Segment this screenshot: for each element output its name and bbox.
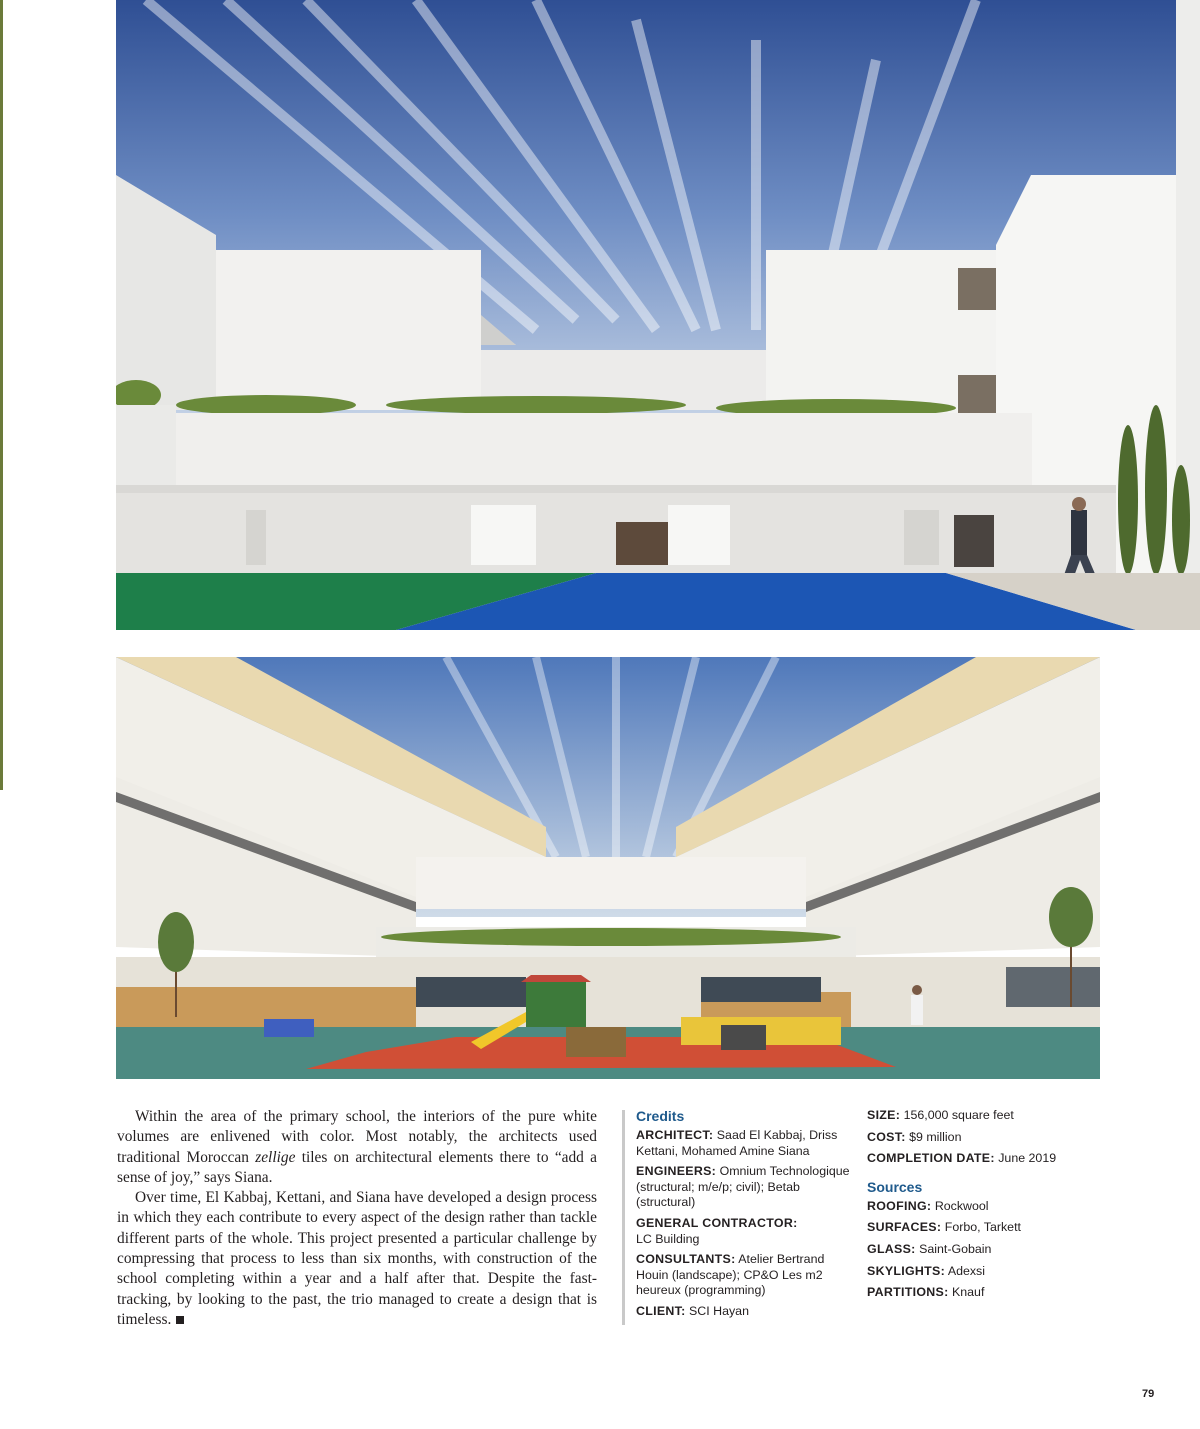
source-roofing bbox=[867, 1199, 1087, 1215]
page-edge-strip bbox=[0, 0, 3, 790]
source-value: Saint-Gobain bbox=[919, 1241, 992, 1256]
source-label: PARTITIONS: bbox=[867, 1285, 949, 1300]
credit-label: GENERAL CONTRACTOR: bbox=[636, 1215, 798, 1230]
credits-heading: Credits bbox=[636, 1108, 685, 1124]
facts-sources-column bbox=[867, 1108, 1087, 1307]
fact-value: June 2019 bbox=[998, 1151, 1057, 1166]
fact-cost bbox=[867, 1130, 1087, 1146]
paragraph-2-text: Over time, El Kabbaj, Kettani, and Siana have developed a design process in which they each contribute to every aspect of the design rather than tackle different parts of the whole. This project presented a particular challenge by compressing that process to less than six months, with construction of the school completing within a year and a half after that. Despite the fast-tracking, by looking to the past, the trio managed to create a design that is timeless. bbox=[117, 1189, 597, 1328]
fact-label: COMPLETION DATE: bbox=[867, 1151, 995, 1166]
credit-value: LC Building bbox=[636, 1231, 700, 1246]
article-paragraph-2 bbox=[117, 1188, 597, 1330]
fact-label: SIZE: bbox=[867, 1108, 901, 1122]
fact-value: $9 million bbox=[909, 1129, 962, 1144]
paragraph-1-text-a: Within the area of the primary school, the interiors of the pure white volumes are enlivened with color. Most notably, the architects used traditional Moroccan bbox=[117, 1108, 597, 1166]
credit-consultants bbox=[636, 1252, 854, 1299]
photo-playground-courtyard bbox=[116, 657, 1100, 1079]
credit-value: SCI Hayan bbox=[689, 1303, 749, 1318]
source-label: SURFACES: bbox=[867, 1220, 942, 1235]
credit-label: ARCHITECT: bbox=[636, 1128, 714, 1142]
credit-engineers bbox=[636, 1164, 854, 1211]
credits-column bbox=[636, 1108, 854, 1325]
credit-label: ENGINEERS: bbox=[636, 1164, 717, 1179]
end-of-article-mark bbox=[176, 1316, 184, 1324]
credit-value: Saad El Kabbaj, Driss Kettani, Mohamed Amine Siana bbox=[636, 1128, 838, 1158]
source-label: ROOFING: bbox=[867, 1198, 932, 1213]
credit-value: Atelier Bertrand Houin (landscape); CP&O Les m2 heureux (programming) bbox=[636, 1252, 825, 1298]
fact-value: 156,000 square feet bbox=[903, 1108, 1014, 1122]
sources-heading: Sources bbox=[867, 1178, 923, 1195]
source-value: Adexsi bbox=[947, 1263, 986, 1278]
source-surfaces bbox=[867, 1220, 1087, 1236]
credit-client bbox=[636, 1304, 854, 1320]
source-value: Rockwool bbox=[934, 1198, 989, 1213]
credit-label: CONSULTANTS: bbox=[636, 1252, 736, 1267]
photo-school-facade bbox=[116, 0, 1200, 630]
fact-size bbox=[867, 1108, 1087, 1124]
credit-general-contractor bbox=[636, 1216, 854, 1247]
credit-architect bbox=[636, 1128, 854, 1159]
article-paragraph-1 bbox=[117, 1107, 597, 1188]
credit-label: CLIENT: bbox=[636, 1303, 686, 1318]
paragraph-1-text-b: tiles on architectural elements there to “add a sense of joy,” says Siana. bbox=[117, 1148, 597, 1186]
article-body bbox=[117, 1107, 597, 1330]
source-glass bbox=[867, 1242, 1087, 1258]
credit-value: Omnium Technologique (structural; m/e/p; civil); Betab (structural) bbox=[636, 1164, 850, 1210]
source-label: SKYLIGHTS: bbox=[867, 1263, 946, 1278]
source-value: Forbo, Tarkett bbox=[944, 1220, 1021, 1235]
fact-label: COST: bbox=[867, 1129, 906, 1144]
page-number: 79 bbox=[1142, 1388, 1155, 1400]
credits-divider bbox=[622, 1110, 625, 1325]
fact-completion-date bbox=[867, 1151, 1087, 1167]
source-skylights bbox=[867, 1264, 1087, 1280]
source-label: GLASS: bbox=[867, 1241, 916, 1256]
source-partitions bbox=[867, 1285, 1087, 1301]
paragraph-1-italic-term: zellige bbox=[255, 1148, 296, 1166]
source-value: Knauf bbox=[952, 1285, 985, 1300]
